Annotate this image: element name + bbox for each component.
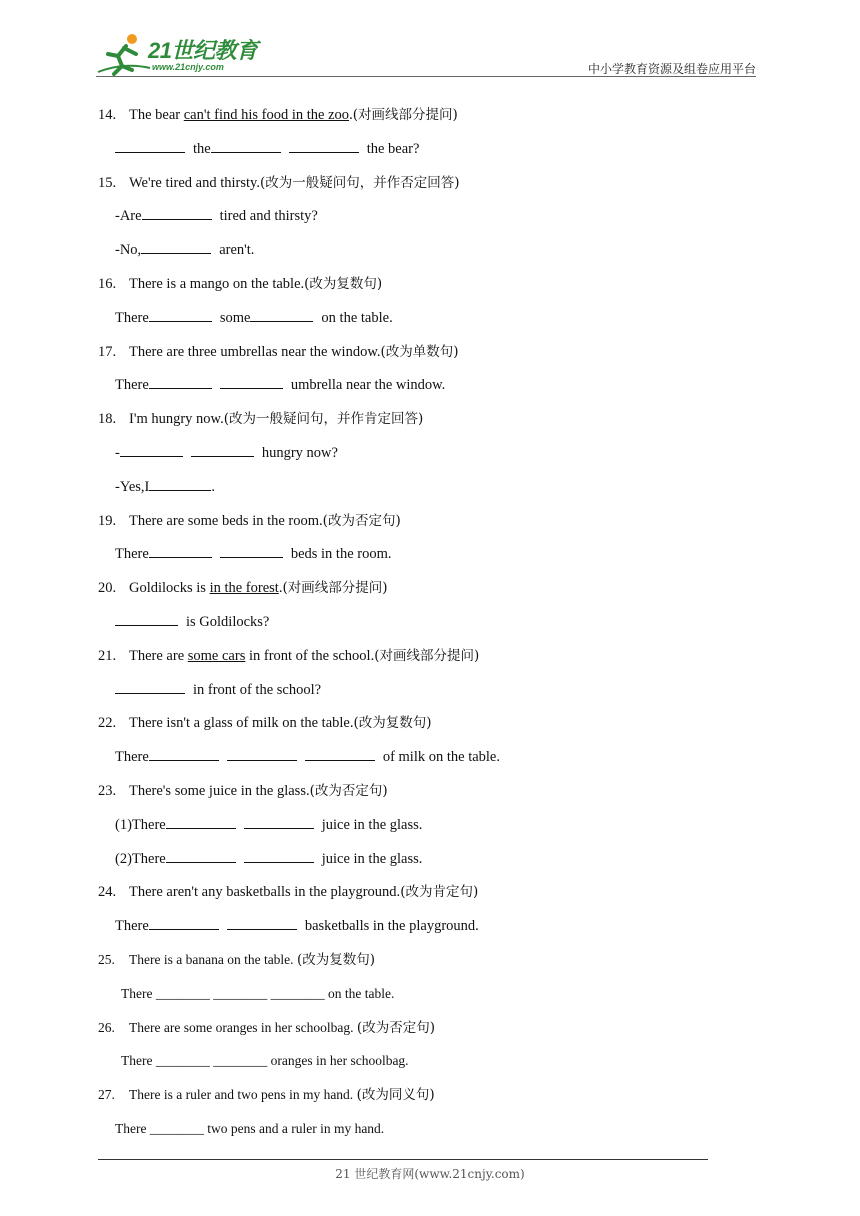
page-header [96, 30, 756, 78]
answer-blank[interactable] [115, 611, 178, 626]
answer-blank[interactable] [141, 239, 211, 254]
answer-23-1: (1)There juice in the glass. [98, 814, 718, 848]
answer-15-question: -Are tired and thirsty? [98, 205, 718, 239]
answer-24: There basketballs in the playground. [98, 915, 718, 949]
answer-blank[interactable] [227, 915, 297, 930]
question-18: 18. I'm hungry now.(改为一般疑问句，并作肯定回答) [98, 411, 424, 428]
answer-16: There some on the table. [98, 307, 718, 341]
footer-divider [98, 1159, 708, 1160]
question-22: 22. There isn't a glass of milk on the table.(改为复数句) [98, 715, 432, 732]
answer-blank[interactable] [149, 543, 212, 558]
question-16: 16. There is a mango on the table.(改为复数句) [98, 275, 383, 292]
answer-blank[interactable] [220, 543, 283, 558]
question-14: 14. The bear can't find his food in the zoo.(对画线部分提问) [98, 107, 458, 123]
answer-blank[interactable] [149, 746, 219, 761]
question-23: 23. There's some juice in the glass.(改为否定句) [98, 782, 388, 799]
answer-blank[interactable] [142, 205, 212, 220]
header-tagline: 中小学教育资源及组卷应用平台 [587, 62, 756, 76]
question-17: 17. There are three umbrellas near the window.(改为单数句) [98, 343, 459, 360]
header-divider [96, 76, 756, 77]
answer-blank[interactable] [227, 746, 297, 761]
answer-blank[interactable] [166, 814, 236, 829]
answer-blank[interactable] [149, 307, 212, 322]
runner-logo-icon [96, 32, 152, 76]
answer-blank[interactable] [289, 138, 359, 153]
underlined-phrase: some cars [187, 647, 246, 664]
answer-blank[interactable] [149, 476, 211, 491]
answer-18-question: - hungry now? [98, 442, 718, 476]
answer-blank[interactable] [305, 746, 375, 761]
answer-blank[interactable] [244, 848, 314, 863]
underlined-phrase: can't find his food in the zoo [183, 107, 350, 123]
answer-blank[interactable] [115, 138, 185, 153]
answer-23-2: (2)There juice in the glass. [98, 848, 718, 882]
answer-15-reply: -No, aren't. [98, 239, 718, 273]
answer-18-reply: -Yes,I . [98, 476, 718, 510]
question-27: 27. There is a ruler and two pens in my hand. (改为同义句) [98, 1087, 435, 1104]
underlined-phrase: in the forest [209, 580, 279, 597]
answer-19: There beds in the room. [98, 543, 718, 577]
answer-20: is Goldilocks? [98, 611, 718, 645]
question-26: 26. There are some oranges in her schoolbag. (改为否定句) [98, 1019, 435, 1036]
answer-blank[interactable] [244, 814, 314, 829]
answer-blank[interactable] [166, 848, 236, 863]
answer-blank[interactable] [149, 915, 219, 930]
question-15: 15. We're tired and thirsty.(改为一般疑问句，并作否定回答) [98, 174, 460, 191]
answer-blank[interactable] [191, 442, 254, 457]
question-19: 19. There are some beds in the room.(改为否定句) [98, 512, 401, 529]
page-footer: 21 世纪教育网(www.21cnjy.com) [335, 1167, 525, 1181]
answer-21: in front of the school? [98, 679, 718, 713]
answer-blank[interactable] [250, 307, 313, 322]
answer-17: There umbrella near the window. [98, 374, 718, 408]
question-21: 21. There are some cars in front of the school.(对画线部分提问) [98, 647, 480, 664]
question-24: 24. There aren't any basketballs in the playground.(改为肯定句) [98, 884, 479, 901]
question-25: 25. There is a banana on the table. (改为复数句) [98, 951, 375, 968]
answer-26: There ________ ________ oranges in her schoolbag. [121, 1053, 409, 1069]
logo [96, 32, 266, 76]
question-20: 20. Goldilocks is in the forest.(对画线部分提问) [98, 580, 388, 597]
exercise-list [98, 104, 718, 1152]
answer-blank[interactable] [211, 138, 281, 153]
answer-blank[interactable] [120, 442, 183, 457]
answer-25: There ________ ________ ________ on the table. [121, 985, 395, 1001]
logo-text: 21世纪教育 [148, 38, 258, 63]
answer-22: There of milk on the table. [98, 746, 718, 780]
answer-blank[interactable] [220, 374, 283, 389]
answer-14: the the bear? [98, 138, 718, 172]
answer-27: There ________ two pens and a ruler in my hand. [115, 1120, 385, 1136]
answer-blank[interactable] [115, 679, 185, 694]
logo-url: www.21cnjy.com [152, 62, 224, 72]
answer-blank[interactable] [149, 374, 212, 389]
